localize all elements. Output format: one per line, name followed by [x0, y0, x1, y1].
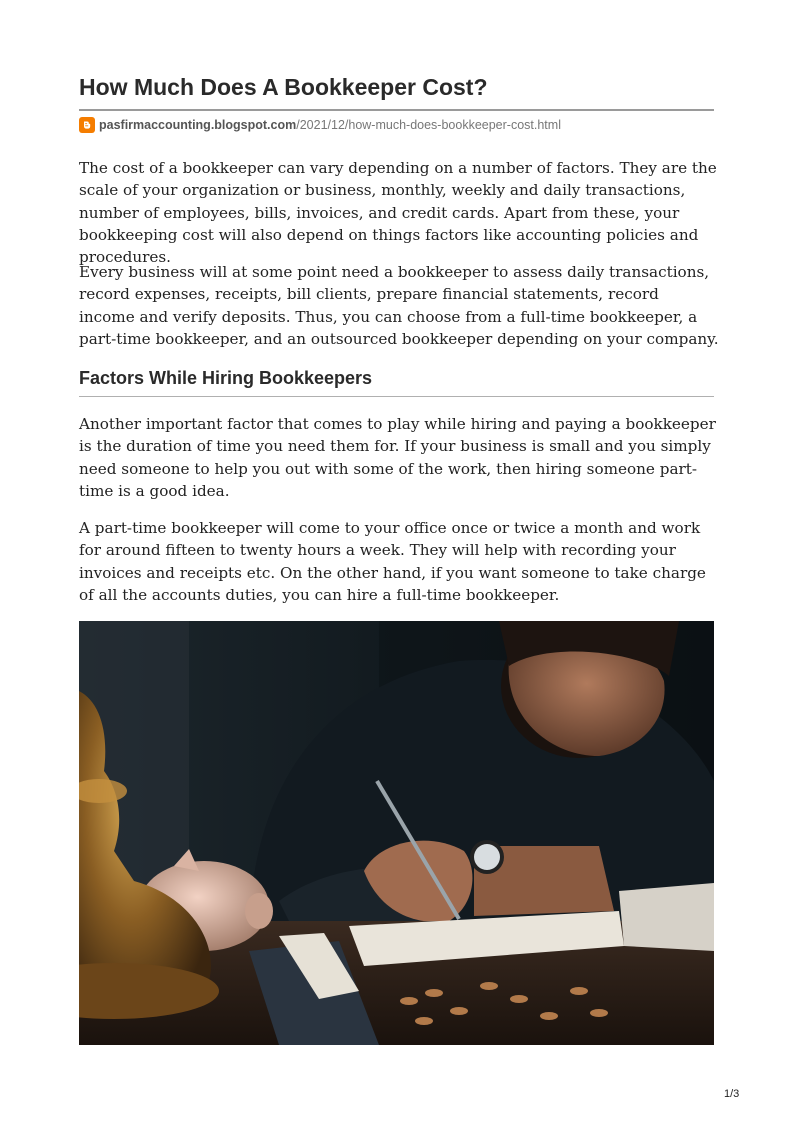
section-divider — [79, 396, 714, 397]
title-divider — [79, 109, 714, 111]
paragraph-4: A part-time bookkeeper will come to your office once or twice a month and work for around fifteen to twenty hours a week. They will help with recording your invoices and receipts etc. On the other hand, if you want someone to take charge of all the accounts duties, you can hire a full-time bookkeeper. — [79, 519, 706, 604]
source-path[interactable]: /2021/12/how-much-does-bookkeeper-cost.html — [296, 118, 561, 132]
paragraph-2: Every business will at some point need a bookkeeper to assess daily transactions, record expenses, receipts, bill clients, prepare financial statements, record income and verify deposits. Thus, you can choose from a full-time bookkeeper, a part-time bookkeeper, and an outsourced bookkeeper depending on your company. — [79, 263, 719, 348]
source-host[interactable]: pasfirmaccounting.blogspot.com — [99, 118, 297, 132]
article-photo — [79, 621, 714, 1045]
blogger-icon — [79, 117, 95, 133]
page-title: How Much Does A Bookkeeper Cost? — [79, 74, 488, 100]
paragraph-1: The cost of a bookkeeper can vary depending on a number of factors. They are the scale of your organization or business, monthly, weekly and daily transactions, number of employees, bills, invoices, and credit cards. Apart from these, your bookkeeping cost will also depend on things factors like accounting policies and procedures. — [79, 159, 717, 267]
paragraph-3: Another important factor that comes to play while hiring and paying a bookkeeper is the duration of time you need them for. If your business is small and you simply need someone to help you out with some of the work, then hiring someone part-time is a good idea. — [79, 415, 716, 500]
page-number: 1/3 — [724, 1088, 740, 1100]
source-link[interactable] — [79, 116, 561, 134]
section-heading: Factors While Hiring Bookkeepers — [79, 368, 373, 388]
